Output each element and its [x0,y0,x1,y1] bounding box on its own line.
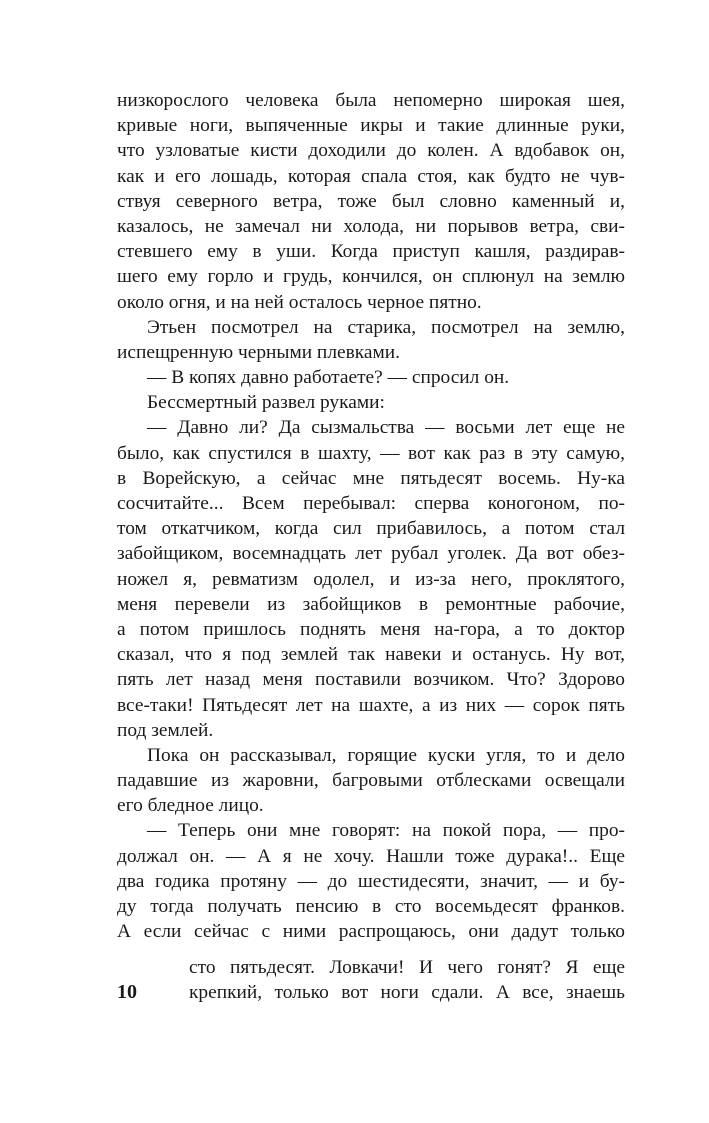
text-line: испещренную черными плевками. [117,341,400,363]
body-text-tail [189,955,625,1005]
text-line: должал он. — А я не хочу. Нашли тоже дурака!.. Еще [117,845,625,867]
text-line: было, как спустился в шахту, — вот как раз в эту самую, [117,442,625,464]
text-line: Этьен посмотрел на старика, посмотрел на землю, [147,316,625,338]
text-line: стевшего ему в уши. Когда приступ кашля, раздирав- [117,241,625,263]
text-line: его бледное лицо. [117,795,264,817]
text-line: низкорослого человека была непомерно широкая шея, [117,90,625,111]
text-line: ду тогда получать пенсию в сто восемьдесят франков. [117,896,625,917]
text-line: сказал, что я под землей так навеки и останусь. Ну вот, [117,644,625,666]
text-line: в Ворейскую, а сейчас мне пятьдесят восемь. Ну-ка [117,467,625,489]
text-line: как и его лошадь, которая спала стоя, как будто не чув- [117,165,625,187]
text-line: — Давно ли? Да сызмальства — восьми лет еще не [147,417,625,439]
text-line: А если сейчас с ними распрощаюсь, они дадут только [117,921,625,943]
text-line: все-таки! Пятьдесят лет на шахте, а из них — сорок пять [117,694,625,716]
text-line: казалось, не замечал ни холода, ни порывов ветра, сви- [117,215,625,237]
text-line: около огня, и на ней осталось черное пятно. [117,291,482,313]
text-line: сто пятьдесят. Ловкачи! И чего гонят? Я еще [189,957,625,978]
text-line: что узловатые кисти доходили до колен. А вдобавок он, [117,140,625,162]
text-line: меня перевели из забойщиков в ремонтные рабочие, [117,593,625,615]
text-line: Пока он рассказывал, горящие куски угля, то и дело [147,744,625,766]
text-line: — В копях давно работаете? — спросил он. [147,367,510,389]
text-line: крепкий, только вот ноги сдали. А все, знаешь [189,982,625,1004]
text-line: ножел я, ревматизм одолел, и из-за него, проклятого, [117,568,625,590]
text-line: ствуя северного ветра, тоже был словно каменный и, [117,190,625,212]
text-line: кривые ноги, выпяченные икры и такие длинные руки, [117,115,625,137]
page-number: 10 [117,981,137,1003]
text-line: падавшие из жаровни, багровыми отблесками освещали [117,770,625,792]
text-line: — Теперь они мне говорят: на покой пора, — про- [147,820,625,842]
text-line: шего ему горло и грудь, кончился, он сплюнул на землю [117,266,625,288]
text-line: а потом пришлось поднять меня на-гора, а то доктор [117,618,625,640]
text-line: Бессмертный развел руками: [147,392,385,414]
text-line: сосчитайте... Всем перебывал: сперва коногоном, по- [117,493,625,514]
text-line: забойщиком, восемнадцать лет рубал уголек. Да вот обез- [117,543,625,565]
text-line: два годика протяну — до шестидесяти, значит, — и бу- [117,870,625,892]
text-line: том откатчиком, когда сил прибавилось, а потом стал [117,518,625,540]
text-line: пять лет назад меня поставили возчиком. Что? Здорово [117,669,625,691]
text-line: под землей. [117,719,214,741]
body-text [117,88,625,944]
